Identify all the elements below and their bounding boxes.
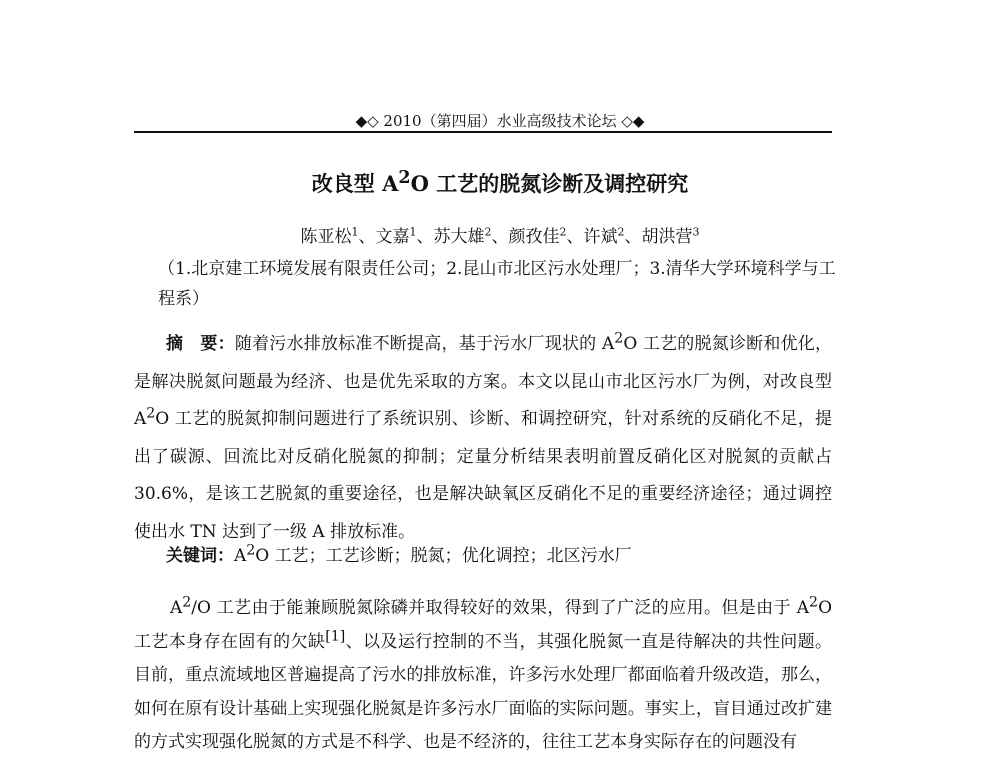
author-affil-mark: 1 xyxy=(409,225,417,239)
author-affil-mark: 2 xyxy=(617,225,625,239)
body-superscript: 2 xyxy=(182,594,192,611)
abstract-text: 随着污水排放标准不断提高，基于污水厂现状的 A xyxy=(234,334,615,354)
citation-ref: [1] xyxy=(325,627,346,644)
abstract-text: O 工艺的脱氮抑制问题进行了系统识别、诊断、和调控研究，针对系统的反硝化不足，提出了碳源、回流比对反硝化脱氮的抑制；定量分析结果表明前置反硝化区对脱氮的贡献占 30.6%，是该工艺脱氮的重要途径，也是解决缺氧区反硝化不足的重要经济途径；通过调控使出水 TN 达到了一级 A 排放标准。 xyxy=(134,409,832,542)
keywords-label: 关键词： xyxy=(166,546,234,566)
author-name: 苏大雄 xyxy=(433,227,485,247)
running-header: ◆◇ 2010（第四届）水业高级技术论坛 ◇◆ xyxy=(355,112,645,130)
header-rule xyxy=(134,131,832,133)
author-affil-mark: 2 xyxy=(559,225,567,239)
body-text: A xyxy=(170,598,183,618)
keywords-text: O 工艺；工艺诊断；脱氮；优化调控；北区污水厂 xyxy=(255,546,632,566)
abstract-superscript: 2 xyxy=(614,330,624,347)
author-affil-mark: 1 xyxy=(351,225,359,239)
author-name: 许斌 xyxy=(583,227,618,247)
affiliations: （1.北京建工环境发展有限责任公司；2.昆山市北区污水处理厂；3.清华大学环境科学与工程系） xyxy=(158,259,836,309)
body-text: O 工艺本身存在固有的欠缺 xyxy=(134,598,832,652)
author-list: 陈亚松$^1$、文嘉$^1$、苏大雄$^2$、颜孜佳$^2$、许斌$^2$、胡洪营$^3$ xyxy=(300,225,700,247)
abstract-text: O 工艺的脱氮诊断和优化，是解决脱氮问题最为经济、也是优先采取的方案。本文以昆山市北区污水厂为例，对改良型 A xyxy=(134,334,833,429)
author-name: 文嘉 xyxy=(375,227,410,247)
paper-title xyxy=(0,168,1000,198)
keywords xyxy=(166,541,836,566)
keywords-text: A xyxy=(234,546,247,566)
author-affil-mark: 3 xyxy=(692,225,700,239)
title-part: 改良型 A xyxy=(311,171,399,196)
abstract-superscript: 2 xyxy=(146,405,156,422)
author-name: 陈亚松 xyxy=(300,227,352,247)
title-part: O 工艺的脱氮诊断及调控研究 xyxy=(410,171,689,196)
author-affil-mark: 2 xyxy=(484,225,492,239)
abstract-label: 摘 要： xyxy=(166,334,235,354)
abstract xyxy=(134,326,832,551)
body-text: 、以及运行控制的不当，其强化脱氮一直是待解决的共性问题。目前，重点流域地区普遍提高了污水的排放标准，许多污水处理厂都面临着升级改造，那么，如何在原有设计基础上实现强化脱氮是许多污水厂面临的实际问题。事实上，盲目通过改扩建的方式实现强化脱氮的方式是不科学、也是不经济的，往往工艺本身实际存在的问题没有 xyxy=(134,631,833,752)
author-name: 胡洪营 xyxy=(641,227,693,247)
keywords-superscript: 2 xyxy=(246,542,256,559)
title-superscript: 2 xyxy=(398,168,411,188)
author-name: 颜孜佳 xyxy=(508,227,560,247)
body-superscript: 2 xyxy=(809,594,819,611)
body-paragraph xyxy=(134,592,832,760)
body-text: /O 工艺由于能兼顾脱氮除磷并取得较好的效果，得到了广泛的应用。但是由于 A xyxy=(191,598,810,618)
